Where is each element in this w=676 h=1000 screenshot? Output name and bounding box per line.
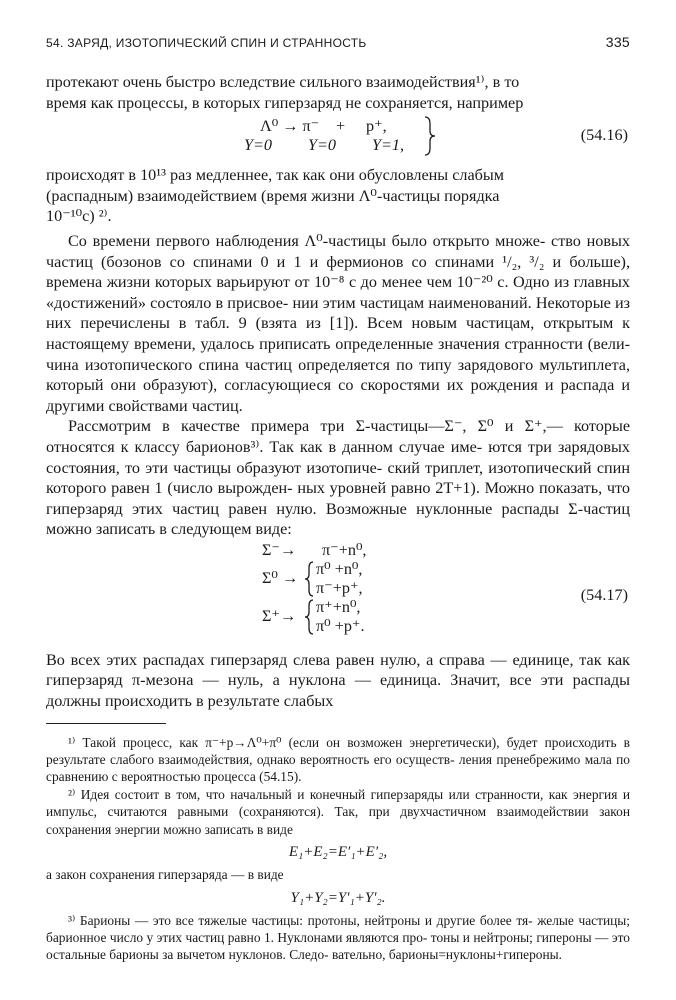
- text-line: (распадным) взаимодействием (время жизни Λ⁰-частицы порядка: [46, 186, 500, 205]
- left-brace: [304, 599, 314, 635]
- text-line: их рождения и распада и другими свойствами частиц.: [46, 376, 631, 415]
- footnote-line: тоны и нейтроны; гипероны — это остальные барионы за вычетом нуклонов. Следо-: [46, 929, 630, 963]
- paragraph-5: [46, 650, 630, 712]
- eq-54-17-decay: π⁺+n⁰,: [316, 597, 361, 616]
- text-line: в табл. 9 (взята из [1]). Всем новым частицам, открытым к настоящему: [46, 314, 630, 353]
- footnote-line: ²⁾ Идея состоит в том, что начальный и конечный гиперзаряды или странности,: [68, 786, 544, 802]
- left-brace: [304, 561, 314, 597]
- paragraph-2: [46, 165, 630, 227]
- text-line: частиц равен нулю. Возможные нуклонные распады Σ-частиц можно: [46, 499, 630, 539]
- energy-conservation-equation: E₁+E₂=E′₁+E′₂,: [288, 844, 388, 861]
- footnote-line: взаимодействии закон сохранения энергии можно записать в виде: [46, 804, 630, 837]
- equation-number: (54.17): [580, 585, 628, 604]
- text-line: ¹/₂, ³/₂ и больше), времена жизни которых варьируют от 10⁻⁸ с до: [46, 252, 630, 292]
- footnote-divider: [46, 723, 166, 724]
- eq-54-16-plus: +: [336, 117, 346, 136]
- text-line: Рассмотрим в качестве примера три Σ-частицы—Σ⁻, Σ⁰ и Σ⁺,—: [68, 417, 563, 436]
- eq-54-17-sigma-minus: Σ⁻→: [262, 540, 297, 559]
- eq-54-17-decay: π⁻+n⁰,: [322, 540, 367, 559]
- text-line: ются три зарядовых состояния, то эти частицы образуют изотопиче-: [46, 437, 631, 477]
- eq-54-16-lhs: Λ⁰ → π⁻: [260, 117, 320, 136]
- eq-54-17-decay: π⁰ +n⁰,: [316, 559, 363, 578]
- eq-54-17-sigma-plus: Σ⁺→: [262, 606, 297, 625]
- hypercharge-conservation-equation: Y₁+Y₂=Y′₁+Y′₂.: [290, 889, 386, 906]
- footnote-line: ¹⁾ Такой процесс, как π⁻+p→Λ⁰+π⁰ (если он возможен энергетически), будет: [68, 734, 538, 750]
- equation-number: (54.16): [580, 126, 628, 145]
- page-number: 335: [605, 34, 630, 50]
- text-line: ных уровней равно 2T+1). Можно показать, что гиперзаряд этих: [46, 479, 630, 518]
- eq-54-17-decay: π⁻+p⁺,: [316, 578, 363, 597]
- text-line: нии этим частицам наименований. Некоторые из них перечислены: [46, 293, 630, 333]
- text-line: Значит, все эти распады должны происходить в результате слабых: [46, 671, 630, 711]
- equation-54-16: [46, 113, 630, 159]
- footnote-line: ления пренебрежимо мала по сравнению с вероятностью процесса (54.15).: [46, 752, 630, 785]
- footnote-line: желые частицы; барионное число у этих частиц равно 1. Нуклонами являются про-: [46, 912, 630, 945]
- text-line: происходят в 10¹³ раз медленнее, так как они обусловлены слабым: [46, 166, 505, 185]
- section-title: 54. ЗАРЯД, ИЗОТОПИЧЕСКИЙ СПИН И СТРАННОСТЬ: [46, 36, 367, 50]
- equation-54-17: [46, 540, 630, 640]
- paragraph-4: [46, 416, 630, 540]
- text-line: время как процессы, в которых гиперзаряд не сохраняется, например: [46, 93, 524, 112]
- eq-54-16-y-pion: Y=0: [308, 136, 337, 155]
- text-line: единице, так как гиперзаряд π-мезона — нуль, а нуклона — единица.: [46, 650, 630, 690]
- paragraph-3: [46, 231, 630, 416]
- footnote-line: вательно, барионы=нуклоны+гипероны.: [331, 947, 563, 963]
- footnote-line: а закон сохранения гиперзаряда — в виде: [46, 867, 284, 883]
- text-line: менее чем 10⁻²⁰ с. Одно из главных «достижений» состояло в присвое-: [46, 273, 631, 312]
- text-line: протекают очень быстро вследствие сильного взаимодействия¹⁾, в то: [46, 73, 520, 91]
- eq-54-16-y-proton: Y=1,: [372, 136, 405, 155]
- footnote-line: происходить в результате слабого взаимодействия, однако вероятность его осуществ-: [46, 734, 630, 768]
- footnote-3: [46, 912, 630, 964]
- text-line: Со времени первого наблюдения Λ⁰-частицы было открыто множе-: [68, 231, 546, 250]
- running-header: [46, 34, 630, 58]
- eq-54-17-sigma-zero: Σ⁰ →: [262, 568, 299, 587]
- eq-54-17-decay: π⁰ +p⁺.: [316, 616, 365, 635]
- footnote-line: ³⁾ Барионы — это все тяжелые частицы: протоны, нейтроны и другие более тя-: [68, 912, 533, 928]
- text-line: чина изотопического спина частиц определяется по типу зарядового: [46, 355, 534, 374]
- text-line: ский триплет, изотопический спин которого равен 1 (число вырожден-: [46, 458, 630, 498]
- text-line: Во всех этих распадах гиперзаряд слева равен нулю, а справа —: [46, 650, 507, 669]
- paragraph-1: [46, 72, 630, 113]
- book-page: [46, 34, 630, 964]
- footnote-line: как энергия и импульс, считаются равными (сохраняются). Так, при двухчастичном: [46, 786, 630, 820]
- right-brace: [424, 116, 436, 156]
- text-line: мультиплета, который они образуют), согласующиеся со скоростями: [46, 355, 631, 395]
- text-line: которые относятся к классу барионов³⁾. Так как в данном случае име-: [46, 417, 631, 456]
- eq-54-16-proton: p⁺,: [366, 117, 387, 136]
- text-line: ство новых частиц (бозонов со спинами 0 и 1 и фермионов со спинами: [46, 231, 630, 271]
- text-line: времени, удалось приписать определенные значения странности (вели-: [133, 334, 631, 353]
- eq-54-16-y-lambda: Y=0: [244, 136, 273, 155]
- text-line: записать в следующем виде:: [95, 520, 292, 539]
- footnote-2: [46, 786, 630, 838]
- text-line: 10⁻¹⁰с) ²⁾.: [46, 207, 112, 226]
- footnote-1: [46, 734, 630, 786]
